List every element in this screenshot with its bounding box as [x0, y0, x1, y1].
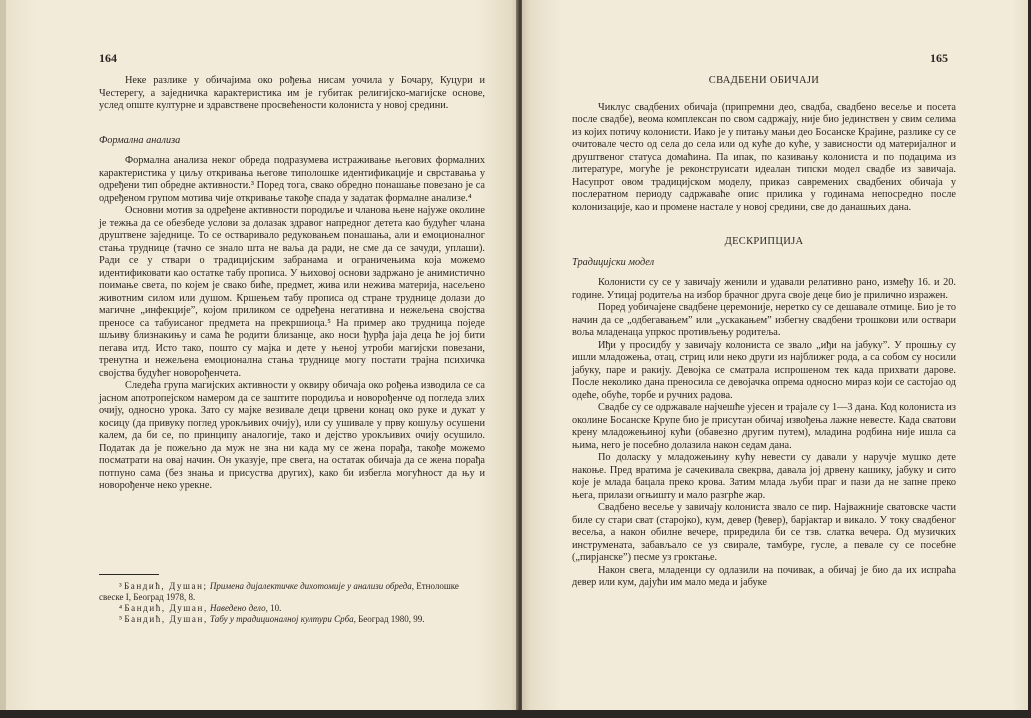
paragraph: Свадбено весеље у завичају колониста звало се пир. Најважније сватовске части биле су стари сват (старојко), кум, девер (ђевер), барјактар и викало. У току свадбеног весеља, а након обилне вечере, приредила би се тзв. слатка вечера. Од музичких инструмената, забављало се уз свирале, тамбуре, гусле, а певале су се посебне („пирјанске”) песме уз гроктање.: [572, 502, 956, 563]
paragraph: Свадбе су се одржавале најчешће уjесен и трајале су 1—3 дана. Код колониста из околине Босанске Крупе био је присутан обичај извођења лажне невесте. Када сватови крену младожењиној кући (обавезно другим путем), младина родбина није ишла са њима, него је посебно долазила након седам дана.: [572, 402, 956, 451]
right-text-column: [572, 75, 956, 590]
section-heading: ДЕСКРИПЦИЈА: [724, 236, 804, 247]
paragraph: Након свега, младенци су одлазили на почивак, а обичај је био да их испраћа девер или кум, дајући им мало меда и јабуке: [572, 564, 956, 588]
paragraph: По доласку у младожењину кућу невести су давали у наручје мушко дете накоње. Пред вратима је сачекивала свекрва, давала јој дрвену кашику, јабуку и сито које је млада бацала преко крова. Затим млада љуби праг и пази да не запне преко њега, прилази огњишту и мало разгрће жар.: [572, 452, 956, 501]
paragraph: Поред уобичајене свадбене церемоније, нeретко су се дешавале отмице. Био је то начин да се „одбегавањем” или „ускакањем” избегну свадбени трошкови или оствари воља младенаца упркос противљењу родитеља.: [572, 302, 956, 338]
chapter-heading: СВАДБЕНИ ОБИЧАЈИ: [708, 75, 820, 86]
footnote-rule: [99, 574, 159, 575]
paragraph: Следећа група магијских активности у оквиру обичаја око рођења изводила се са јасном апотропејском намером да се заштите породиља и новорођенче од погледа злих очију, односно урока. Зато су мајке везивале деци црвени конац око руке и дукат у косицу (да привуку поглед урокљивих очију), или су ушивале у прву кошуљу осушени калем, да би се, по принципу аналогије, тако и дејство урокљивих очију осушило. Податак да је пожељно да муж не зна ни када му се жена порађа, такође можемо посматрати на овај начин. Он указује, пре свега, на остатак обичаја да се жена порађа потпуно сама (без знања и присуства других), како би избегла могућност да њу и новорођенче неко урекне.: [99, 380, 485, 491]
subheading: Традицијски модел: [572, 256, 655, 268]
footnote: ⁴ Бандић, Душан, Наведено дело, 10.: [119, 603, 282, 613]
paragraph: Чиклус свадбених обичаја (припремни део, свадба, свадбено весеље и посета после свадбе), веома комплексан по свом садржају, није био јединствен у свим селима из којих потичу колонисти. Иако је у питању мањи део Босанске Крајине, разлике су се очитовале често од села до села или од куће до куће, у зависности од материјалног и друштвеног статуса домаћина. Па ипак, по казивању колониста и по подацима из литературе, могуће је реконструисати идеалан типски модел свадбе из завичаја. Насупрот овом традицијском моделу, приказ савремених свадбених обичаја у послератном периоду садржаваће опис прилика у годинама непосредно после колонизације, као и промене настале у новој средини, све до данашњих дана.: [572, 101, 956, 213]
footnotes: [99, 574, 485, 625]
left-text-column: [99, 75, 485, 493]
paragraph: Иђи у просидбу у завичају колониста се звало „иђи на јабуку”. У прошњу су ишли младожења, отац, стриц или неко други из најближег рода, а са собом су носили јабуку, паре и ракију. Девојка се сматрала испрошеном тек када прихвати дарове. После неколико дана преносила се девојачка опрема односно мираз који се састојао од одеће, обуће, торбе и ручних радова.: [572, 339, 956, 401]
page-number: 165: [930, 51, 948, 65]
paragraph: Неке разлике у обичајима око рођења нисам уочила у Бочару, Куцури и Честерегу, а заједничка карактеристика им је губитак религијско-магијске основе, услед опште културне и здравствене просвећености колониста у новој средини.: [99, 75, 485, 111]
page-number: 164: [99, 51, 117, 65]
subheading: Формална анализа: [99, 134, 181, 146]
footnote: ³ Бандић, Душан; Примена дијалектичке дихотомије у анализи обреда, Етнолошке свеске I, Београд 1978, 8.: [99, 581, 459, 602]
paragraph: Формална анализа неког обреда подразумева истраживање његових формалних карактеристика у циљу откривања његове типолошке идентификације и сврставања у одређени тип обредне активности.³ Поред тога, свако обредно понашање повезано је са одређеном групом мотива чије откривање такође спада у задатак формалне анализе.⁴: [99, 155, 485, 204]
paragraph: Колонисти су се у завичају женили и удавали релативно рано, између 16. и 20. године. Утицај родитеља на избор брачног друга своје деце био је прилично изражен.: [572, 277, 956, 301]
footnote: ⁵ Бандић, Душан, Табу у традиционалној култури Срба, Београд 1980, 99.: [119, 614, 425, 624]
paragraph: Основни мотив за одређене активности породиље и чланова њене најуже околине је тежња да се обезбеде услови за долазак здравог напредног детета као будућег члана друштвене заједнице. То се остваривало редуковањем понашања, али и емоционалног стања труднице (тачно се знало шта не ваља да ради, не сме да се зачуди, уплаши). Ради се у ствари о традицијским забранама и ограничењима која можемо идентификовати као остатке табу прописа. У њиховој основи задржано је анимистично поимање света, по којем је свако биће, предмет, жива или неживa материја, насељено живoтним силом или душом. Кршењем табу прописа од стране труднице долази до магичне „инфекције”, којом приликом се одређена негативна и нежељена својства преносе са табуисаног предмета на прекршиоца.⁵ На пример ако трудница поједе шљиву близнакињу и сама ће родити близанце, ако носи ђурђа јаја деца ће јој бити пегава итд. Исто тако, пошто су мајка и дете у њеној утроби магијски повезани, тренутна и нежељена емоционална стања труднице могу постати трајна психичка својства будућег новорођенчета.: [99, 205, 485, 379]
right-page: [522, 0, 1028, 710]
left-page: [6, 0, 518, 710]
